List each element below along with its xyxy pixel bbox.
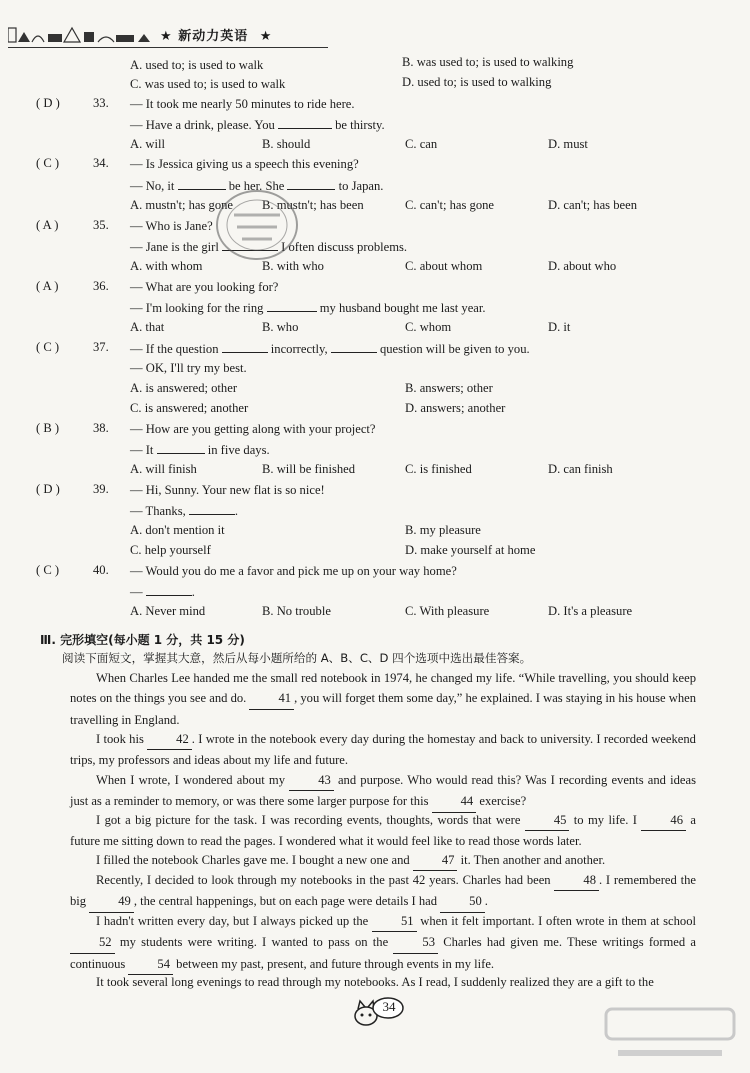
question-number: 37.: [93, 340, 109, 354]
option-b: B. will be finished: [262, 462, 356, 476]
option-c: C. can't; has gone: [405, 198, 495, 212]
header-rule: [8, 47, 328, 48]
blank-54: 54: [128, 954, 173, 975]
option-d: D. It's a pleasure: [548, 604, 633, 618]
question-number: 39.: [93, 482, 109, 496]
passage-paragraph-2: I took his 42 . I wrote in the notebook every day during the homestay and back to university. I recorded weekend trips, my professors and ideas about my life and future.: [70, 729, 696, 771]
question-response: — Jane is the girl I often discuss problems.: [130, 240, 408, 254]
question-response: — It in five days.: [130, 443, 270, 457]
option-a: A. don't mention it: [130, 523, 225, 537]
answer-blank: [278, 116, 332, 129]
option-b: B. No trouble: [262, 604, 331, 618]
option-b: B. answers; other: [405, 381, 493, 395]
option-b: B. with who: [262, 259, 324, 273]
question-stem: — Is Jessica giving us a speech this evening?: [130, 157, 359, 171]
q32-option-a: A. used to; is used to walk: [130, 58, 264, 72]
answer-mark: ( A ): [36, 218, 59, 232]
page-number: 34: [382, 999, 396, 1014]
question-response: — Thanks, .: [130, 504, 239, 518]
answer-mark: ( C ): [36, 156, 60, 170]
q32-option-c: C. was used to; is used to walk: [130, 77, 286, 91]
blank-49: 49: [89, 891, 134, 912]
option-a: A. with whom: [130, 259, 203, 273]
blank-51: 51: [372, 911, 417, 932]
option-d: D. answers; another: [405, 401, 506, 415]
question-stem: — What are you looking for?: [130, 280, 279, 294]
passage-paragraph-5: I filled the notebook Charles gave me. I bought a new one and 47 it. Then another and another.: [70, 850, 696, 871]
option-c: C. is finished: [405, 462, 472, 476]
blank-50: 50: [440, 891, 485, 912]
blank-45: 45: [525, 810, 570, 831]
option-a: A. is answered; other: [130, 381, 238, 395]
stamp-watermark-icon: [212, 185, 302, 265]
header-decoration-icon: [8, 26, 158, 44]
question-number: 33.: [93, 96, 109, 110]
option-c: C. about whom: [405, 259, 483, 273]
passage-paragraph-4: I got a big picture for the task. I was recording events, thoughts, words that were 45 to my life. I 46 a future me sitting down to read the pages. I wondered what it would feel like to read those words later.: [70, 810, 696, 852]
blank-43: 43: [289, 770, 334, 791]
option-d: D. must: [548, 137, 588, 151]
blank-47: 47: [413, 850, 458, 871]
question-stem: — It took me nearly 50 minutes to ride here.: [130, 97, 355, 111]
option-b: B. mustn't; has been: [262, 198, 364, 212]
option-a: A. that: [130, 320, 165, 334]
option-d: D. make yourself at home: [405, 543, 536, 557]
answer-mark: ( D ): [36, 96, 60, 110]
option-c: C. help yourself: [130, 543, 211, 557]
option-c: C. With pleasure: [405, 604, 490, 618]
option-d: D. can't; has been: [548, 198, 637, 212]
option-d: D. can finish: [548, 462, 613, 476]
question-stem: — If the question incorrectly, question will be given to you.: [130, 342, 530, 356]
option-b: B. should: [262, 137, 311, 151]
star-icon: ★: [160, 29, 173, 44]
page-header: [8, 22, 338, 48]
answer-mark: ( D ): [36, 482, 60, 496]
passage-paragraph-1: When Charles Lee handed me the small red notebook in 1974, he changed my life. “While travelling, you should keep notes on the things you see and do. 41 , you will forget them some day,” he explained. I was staying in his house when travelling in England.: [70, 671, 697, 727]
blank-44: 44: [432, 791, 477, 812]
blank-53: 53: [393, 932, 438, 953]
q32-option-d: D. used to; is used to walking: [402, 75, 552, 89]
question-number: 38.: [93, 421, 109, 435]
answer-mark: ( C ): [36, 563, 60, 577]
question-response: — No, it be her. She to Japan.: [130, 179, 384, 193]
passage-paragraph-6: Recently, I decided to look through my notebooks in the past 42 years. Charles had been 48 . I remembered the big 49 , the central happenings, but on each page were details I had 50 .: [70, 870, 696, 913]
question-response: — OK, I'll try my best.: [130, 361, 247, 375]
option-a: A. will: [130, 137, 165, 151]
section-title: Ⅲ. 完形填空(每小题 1 分，共 15 分): [40, 633, 245, 647]
option-d: D. it: [548, 320, 571, 334]
option-a: A. will finish: [130, 462, 197, 476]
option-b: B. who: [262, 320, 299, 334]
blank-48: 48: [554, 870, 599, 891]
brand-title: 新动力英语: [178, 29, 249, 44]
page-number-badge: [350, 994, 406, 1028]
passage-paragraph-7: I hadn't written every day, but I always picked up the 51 when it felt important. I often wrote in them at school 52 my students were writing. I wanted to pass on the 53 Charles had given me. These writings formed a continuous 54 between my past, present, and future through events in my life.: [70, 911, 696, 975]
header-brand: [160, 25, 272, 44]
site-watermark-icon: [600, 1005, 740, 1065]
question-stem: — Hi, Sunny. Your new flat is so nice!: [130, 483, 325, 497]
option-a: A. Never mind: [130, 604, 206, 618]
q32-option-b: B. was used to; is used to walking: [402, 55, 574, 69]
passage-paragraph-8: It took several long evenings to read through my notebooks. As I read, I suddenly realized they are a gift to the: [96, 975, 654, 989]
blank-42: 42: [147, 729, 192, 750]
passage-paragraph-3: When I wrote, I wondered about my 43 and purpose. Who would read this? Was I recording events and ideas just as a reminder to memory, or was there some larger purpose for this 44 exercise?: [70, 770, 696, 813]
answer-mark: ( B ): [36, 421, 60, 435]
question-number: 35.: [93, 218, 109, 232]
option-c: C. is answered; another: [130, 401, 249, 415]
question-stem: — How are you getting along with your project?: [130, 422, 376, 436]
section-instruction: 阅读下面短文，掌握其大意，然后从每小题所给的 A、B、C、D 四个选项中选出最佳答案。: [62, 651, 532, 665]
question-number: 40.: [93, 563, 109, 577]
blank-46: 46: [641, 810, 686, 831]
blank-52: 52: [70, 932, 115, 953]
blank-41: 41: [249, 688, 294, 709]
option-a: A. mustn't; has gone: [130, 198, 234, 212]
answer-mark: ( A ): [36, 279, 59, 293]
option-b: B. my pleasure: [405, 523, 481, 537]
question-number: 36.: [93, 279, 109, 293]
answer-mark: ( C ): [36, 340, 60, 354]
option-c: C. can: [405, 137, 438, 151]
question-response: — I'm looking for the ring my husband bought me last year.: [130, 301, 486, 315]
option-c: C. whom: [405, 320, 452, 334]
option-d: D. about who: [548, 259, 617, 273]
question-stem: — Would you do me a favor and pick me up on your way home?: [130, 564, 457, 578]
star-icon: ★: [259, 29, 273, 44]
question-response: — .: [130, 585, 195, 599]
question-response: — Have a drink, please. You be thirsty.: [130, 118, 385, 132]
question-stem: — Who is Jane?: [130, 219, 213, 233]
question-number: 34.: [93, 156, 109, 170]
